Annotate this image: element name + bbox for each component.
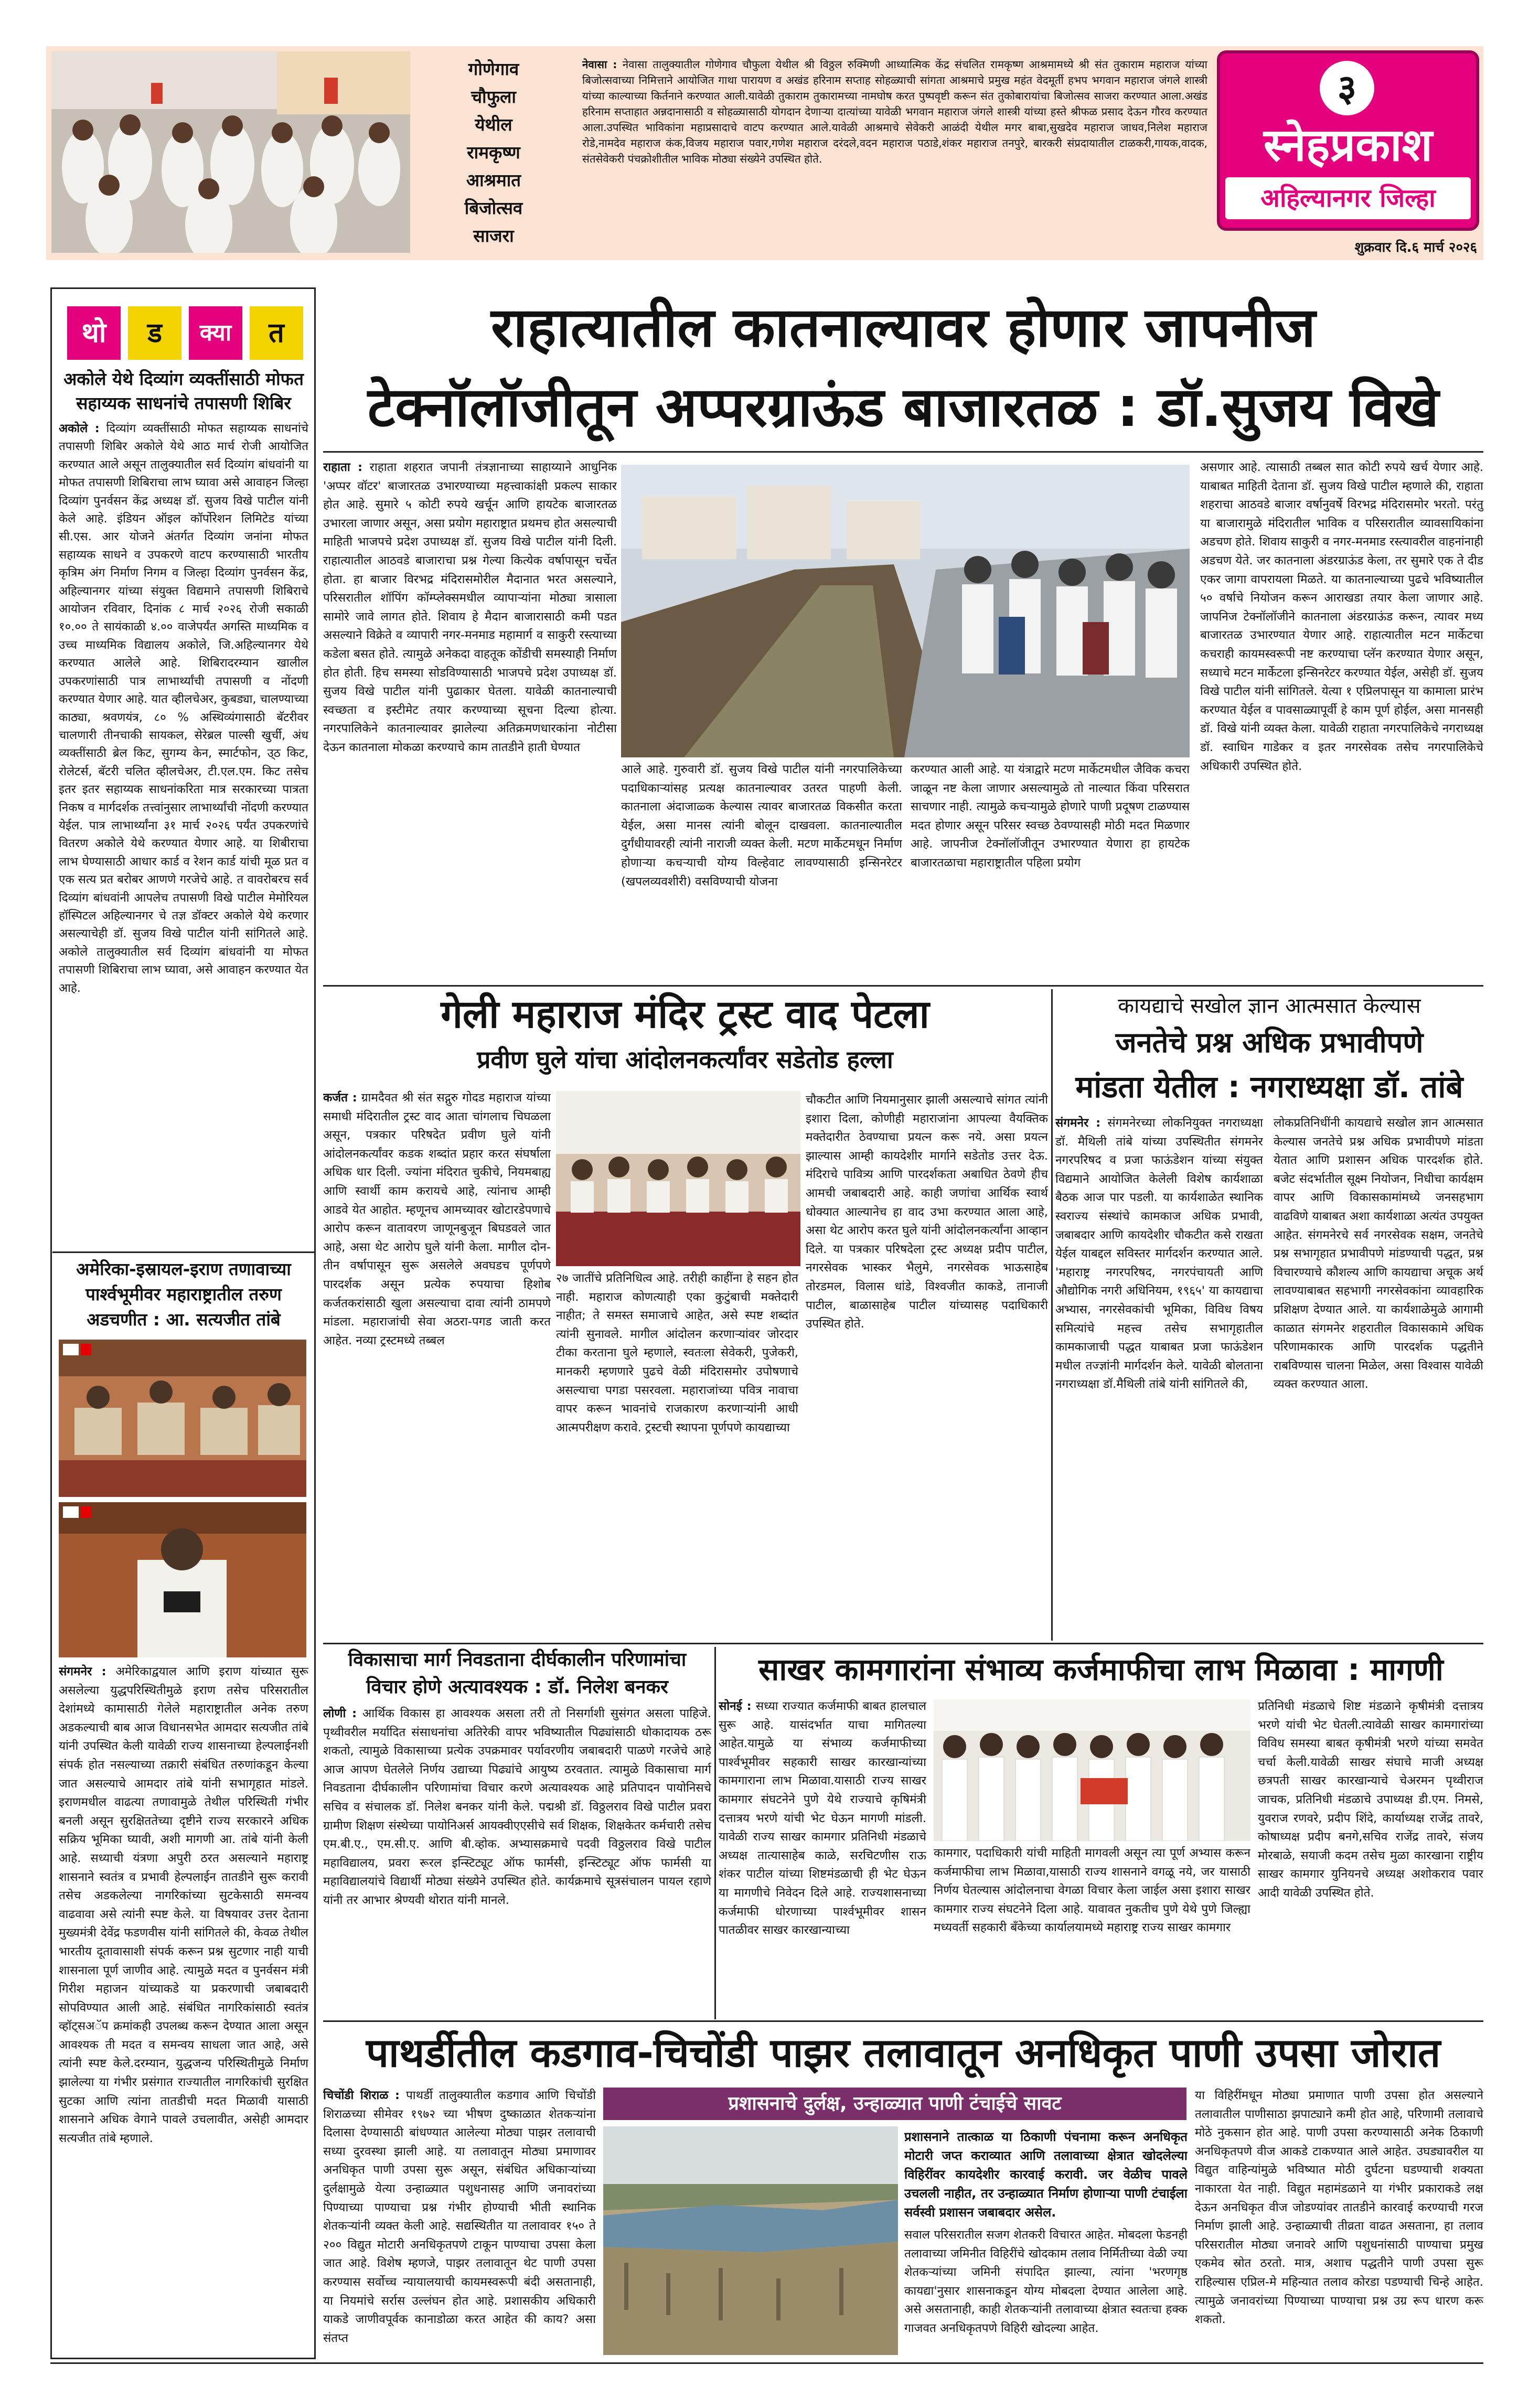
mayor-col-2: लोकप्रतिनिधींनी कायद्याचे सखोल ज्ञान आत्मसात केल्यास जनतेचे प्रश्न अधिक प्रभावीपणे मांडता येतात आणि प्रशासन अधिक पारदर्शक होते. बजेट संदर्भातील सूक्ष्म नियोजन, निधीचा कार्यक्षम वापर आणि विकासकामांमध्ये जनसहभाग वाढविणे याबाबत अशा कार्यशाळा अत्यंत उपयुक्त आहेत. संगमनेरचे सर्व नगरसेवक सक्षम, जनतेचे प्रश्न सभागृहात प्रभावीपणे मांडण्याची पद्धत, प्रश्न विचारण्याचे कौशल्य आणि कायद्याचा अचूक अर्थ लावण्याबाबत सहभागी नगरसेवकांना व्यावहारिक प्रशिक्षण देण्यात आले. या कार्यशाळेमुळे आगामी काळात संगमनेर शहरातील विकासकामे अधिक परिणामकारक आणि पारदर्शक पद्धतीने राबविण्यास चालना मिळेल, असा विश्वास यावेळी व्यक्त करण्यात आला.	[1274, 1116, 1483, 1392]
side-title-line: आश्रमात	[466, 170, 521, 190]
mayor-headline-2: मांडता येतील : नगराध्यक्षा डॉ. तांबे	[1075, 1069, 1463, 1105]
mayor-headline-1: जनतेचे प्रश्न अधिक प्रभावीपणे	[1115, 1026, 1424, 1059]
newspaper-name: स्नेहप्रकाश	[1264, 119, 1432, 172]
assembly-photo-1	[59, 1340, 306, 1497]
divider	[323, 1643, 1483, 1644]
tile: थो	[67, 306, 121, 360]
tile: त	[250, 306, 303, 360]
page-number: ३	[1320, 61, 1374, 115]
lead-col-2: आले आहे. गुरुवारी डॉ. सुजय विखे पाटील यांनी नगरपालिकेच्या पदाधिकाऱ्यांसह प्रत्यक्ष कातनाल्यावर उतरत पाहणी केली. कातनाला अंदाजाळ्क केल्यास त्यावर बाजारतळ विकसीत करता येईल, असा मानस त्यांनी बोलून दाखवला. कातनाल्यातील दुर्गंधीयावरही त्यांनी नाराजी व्यक्त केली. मटण मार्केटमधून निर्माण होणाऱ्या कचऱ्याची योग्य विल्हेवाट लावण्यासाठी इन्सिनरेटर (खपलव्यवशीरी) वसविण्याची योजना	[621, 763, 902, 889]
temple-col-2: २७ जातींचे प्रतिनिधित्व आहे. तरीही काहींना हे सहन होत नाही. महाराज कोणत्याही एका कुटुंबाची मक्तेदारी नाहीत; ते समस्त समाजाचे आहेत, असे स्पष्ट शब्दांत त्यांनी सुनावले. मागील आंदोलन करणाऱ्यांवर जोरदार टीका करताना घुले म्हणाले, स्वतःला सेवेकरी, पुजेकरी, मानकरी म्हणणारे पुढचे वेळी मंदिरासमोर उपोषणाचे असल्याचा पगडा पसरवला. महाराजांच्या पवित्र नावाचा वापर करून भावनांचे राजकारण करणाऱ्यांनी आधी आत्मपरीक्षण करावे. ट्रस्टची स्थापना पूर्णपणे कायद्याच्या	[556, 1271, 798, 1435]
bankar-body: लोणी : आर्थिक विकास हा आवश्यक असला तरी तो निसर्गाशी सुसंगत असला पाहिजे. पृथ्वीवरील मर्यादित संसाधनांचा अतिरेकी वापर भविष्यातील पिढ्यांसाठी धोकादायक ठरू शकतो, त्यामुळे विकासाच्या प्रत्येक उपक्रमावर पर्यावरणीय जबाबदारी पाळणे गरजेचे आहे आज आपण घेतलेले निर्णय उद्याच्या पिढ्यांचे आयुष्य ठरवतात. त्यामुळे विकासाचा मार्ग निवडताना दीर्घकालीन परिणामांचा विचार करणे अत्यावश्यक आहे प्रतिपादन पायोनिसचे सचिव व संचालक डॉ. निलेश बनकर यांनी केले. पद्मश्री डॉ. विठ्ठलराव विखे पाटील प्रवरा ग्रामीण शिक्षण संस्थेच्या पायोनिअर्स आयक्वीएएसीचे सर्व शिक्षक, शिक्षकेतर कर्मचारी तसेच एम.बी.ए., एम.सी.ए. आणि बी.व्होक. अभ्यासक्रमाचे पदवी विठ्ठलराव विखे पाटील महाविद्यालय, प्रवरा रूरल इन्स्टिट्यूट ऑफ फार्मसी, इन्स्टिट्यूट ऑफ फार्मसी या महाविद्यालयांचे विद्यार्थी मोठ्या संख्येने उपस्थित होते. कार्यक्रमाचे सूत्रसंचालन पायल रहाणे यांनी तर आभार श्रेण्यवी थोरात यांनी मानले.	[323, 1707, 711, 1907]
sidebar-story1-headline: अकोले येथे दिव्यांग व्यक्तींसाठी मोफत सहाय्यक साधनांचे तपासणी शिबिर	[63, 369, 304, 413]
side-title-line: चौफुला	[471, 87, 516, 107]
sugar-photo	[934, 1699, 1250, 1841]
bankar-headline-1: विकासाचा मार्ग निवडताना दीर्घकालीन परिणामांचा	[348, 1649, 687, 1671]
water-callout: प्रशासनाने तात्काळ या ठिकाणी पंचनामा करून अनधिकृत मोटारी जप्त कराव्यात आणि तलावाच्या क्षेत्रात खोदलेल्या विहिरींवर कायदेशीर कारवाई करावी. जर वेळीच पावले उचलली नाहीत, तर उन्हाळ्यात निर्माण होणाऱ्या पाणी टंचाईला सर्वस्वी प्रशासन जबाबदार असेल.	[904, 2129, 1188, 2220]
divider	[323, 2020, 1483, 2022]
mayor-kicker: कायद्याचे सखोल ज्ञान आत्मसात केल्यास	[1118, 994, 1421, 1018]
temple-col-3: चौकटीत आणि नियमानुसार झाली असल्याचे सांगत त्यांनी इशारा दिला, कोणीही महाराजांना आपल्या वैयक्तिक मक्तेदारीत ठेवण्याचा प्रयत्न करू नये. असा प्रयत्न झाल्यास आम्ही कायदेशीर मार्गाने सडेतोड उत्तर देऊ. मंदिराचे पावित्र्य आणि पारदर्शकता अबाधित ठेवणे हीच आमची जबाबदारी आहे. काही जणांचा आर्थिक स्वार्थ धोक्यात आल्यानेच हा वाद उभा करण्यात आला आहे, असा थेट आरोप करत घुले यांनी आंदोलनकर्त्यांना आव्हान दिले. या पत्रकार परिषदेला ट्रस्ट अध्यक्ष प्रदीप पाटील, नगरसेवक भास्कर भैलुमे, नगरसेवक भाऊसाहेब तोरडमल, विलास धांडे, विश्वजीत काकडे, तानाजी पाटील, बाळासाहेब पाटील यांच्यासह पदाधिकारी उपस्थित होते.	[806, 1093, 1048, 1331]
mayor-col-1: संगमनेर : संगमनेरच्या लोकनियुक्त नगराध्यक्षा डॉ. मैथिली तांबे यांच्या उपस्थितीत संगमनेर नगरपरिषद व प्रजा फाऊंडेशन यांच्या संयुक्त विद्यमाने आयोजित केलेली विशेष कार्यशाळा बैठक आज पार पडली. या कार्यशाळेत स्थानिक स्वराज्य संस्थांचे कामकाज अधिक प्रभावी, जबाबदार आणि कायदेशीर चौकटीत कसे राखता येईल याबद्दल सविस्तर मार्गदर्शन करण्यात आले. 'महाराष्ट्र नगरपरिषद, नगरपंचायती आणि औद्योगिक नगरी अधिनियम, १९६५' या कायद्याचा अभ्यास, नगरसेवकांची भूमिका, विविध विषय समित्यांचे महत्त्व तसेच सभागृहातील कामकाजाची पद्धत याबाबत प्रजा फाऊंडेशन मधील तज्ज्ञांनी मार्गदर्शन केले. यावेळी बोलताना नगराध्यक्षा डॉ.मैथिली तांबे यांनी सांगितले की,	[1055, 1116, 1263, 1392]
sugar-col-2: कामगार, पदाधिकारी यांची माहिती मागवली असून त्या पूर्ण अभ्यास करून कर्जमाफीचा लाभ मिळावा,यासाठी राज्य शासनाने वगळू नये, जर यासाठी निर्णय घेतल्यास आंदोलनाचा वेगळा विचार केला जाईल असा इशारा साखर कामगार राज्य संघटनेने दिला आहे. यावावत नुकतीच पुणे येथे पुणे जिल्ह्या मध्यवर्ती सहकारी बँकेच्या कार्यालयामध्ये महाराष्ट्र राज्य साखर कामगार	[934, 1846, 1250, 1935]
thodkyat-tiles	[67, 306, 308, 360]
sugar-headline: साखर कामगारांना संभाव्य कर्जमाफीचा लाभ मिळावा : मागणी	[758, 1652, 1444, 1687]
water-headline: पाथर्डीतील कडगाव-चिचोंडी पाझर तलावातून अनधिकृत पाणी उपसा जोरात	[366, 2029, 1441, 2076]
divider	[714, 1647, 716, 2019]
sidebar-story2-headline: अमेरिका-इस्रायल-इराण तणावाच्या पार्श्वभूमीवर महाराष्ट्रातील तरुण अडचणीत : आ. सत्यजीत तांबे	[76, 1259, 291, 1330]
lead-col-3: करण्यात आली आहे. या यंत्राद्वारे मटण मार्केटमधील जैविक कचरा जाळून नष्ट केला जाणार असल्यामुळे तो नाल्यात किंवा परिसरात साचणार नाही. त्यामुळे कचऱ्यामुळे होणारे पाणी प्रदूषण टाळण्यास मदत होणार असून परिसर स्वच्छ ठेवण्यासही मोठी मदत मिळणार आहे. जापनीज टेक्नॉलॉजीतून उभारण्यात येणारा हा हायटेक बाजारतळाचा महाराष्ट्रातील पहिला प्रयोग	[911, 763, 1190, 870]
temple-col-1: कर्जत : ग्रामदैवत श्री संत सद्गुरु गोदड महाराज यांच्या समाधी मंदिरातील ट्रस्ट वाद आता चांगलाच चिघळला असून, पत्रकार परिषदेत प्रवीण घुले यांनी आंदोलनकर्त्यांवर कडक शब्दांत प्रहार करत संघर्षाला अधिक धार दिली. ज्यांना मंदिरात चुकीचे, नियमबाह्य आणि स्वार्थी काम करायचे आहे, त्यांनाच आम्ही आडवे येत आहोत. म्हणूनच आमच्यावर खोटारडेपणाचे आरोप करून वातावरण जाणूनबुजून बिघडवले जात आहे, असा थेट आरोप घुले यांनी केला. मागील दोन-तीन वर्षापासून सुरू असलेले अवघडच पूर्णपणे पारदर्शक असून प्रत्येक रुपयाचा हिशोब कर्जतकरांसाठी खुला असल्याचा दावा त्यांनी ठामपणे मांडला. महाराजांची सेवा अठरा-पगड जाती करत आहेत. नव्या ट्रस्टमध्ये तब्बल	[323, 1091, 551, 1347]
divider	[50, 2362, 1483, 2364]
side-title-line: साजरा	[473, 226, 514, 246]
water-col-3: या विहिरींमधून मोठ्या प्रमाणात पाणी उपसा होत असल्याने तलावातील पाणीसाठा झपाट्याने कमी होत आहे, परिणामी तलावाचे मोठे नुकसान होत आहे. पाणी उपसा करण्यासाठी अनेक ठिकाणी अनधिकृतपणे वीज आकडे टाकण्यात आले आहेत. उघड्यावरील या विद्युत वाहिन्यांमुळे भविष्यात मोठी दुर्घटना घडण्याची शक्यता नाकारता येत नाही. विद्युत महामंडळाने या गंभीर प्रकाराकडे लक्ष देऊन अनधिकृत वीज जोडण्यांवर तातडीने कारवाई करण्याची गरज निर्माण झाली आहे. उन्हाळ्याची तीव्रता वाढत असताना, हा तलाव परिसरातील मोठ्या जनावरे आणि पशुधनांसाठी पाण्याचा प्रमुख एकमेव स्रोत ठरतो. मात्र, अशाच पद्धतीने पाणी उपसा सुरू राहिल्यास एप्रिल-मे महिन्यात तलाव कोरडा पडण्याची चिन्हे आहेत. त्यामुळे जनावरांच्या पिण्याच्या पाण्याचा प्रश्न उग्र रूप धारण करू शकतो.	[1195, 2089, 1483, 2327]
top-story-photo	[51, 51, 410, 253]
side-title-line: गोणेगाव	[468, 59, 519, 79]
tile: क्या	[189, 306, 242, 360]
temple-subhead: प्रवीण घुले यांचा आंदोलनकर्त्यांवर सडेतोड हल्ला	[477, 1045, 893, 1074]
side-title-line: रामकृष्ण	[467, 142, 520, 163]
bankar-headline-2: विचार होणे अत्यावश्यक : डॉ. निलेश बनकर	[366, 1676, 668, 1698]
top-story-body: नेवासा : नेवासा तालुक्यातील गोणेगाव चौफुला येथील श्री विठ्ठल रुक्मिणी आध्यात्मिक केंद्र संचलित रामकृष्ण आश्रमामध्ये श्री संत तुकाराम महाराज यांच्या बिजोत्सवाच्या निमित्ताने आयोजित गाथा पारायण व अखंड हरिनाम सप्ताह सोहळ्याची सांगता आश्रमाचे प्रमुख महंत वेदमूर्ती हभप भगवान महाराज जंगले शास्त्री यांच्या काल्याच्या किर्तनाने करण्यात आली.यावेळी तुकाराम तुकारामच्या नामघोष करत पुष्पवृष्टी करून संत तुकोबारायांचा बिजोत्सव साजरा करण्यात आला.अखंड हरिनाम सप्ताहात अन्नदानासाठी व सोहळ्यासाठी योगदान देणाऱ्या दात्यांच्या यावेळी भगवान महाराज जंगले शास्त्री यांच्या हस्ते श्रीफळ प्रसाद देऊन गौरव करण्यात आला.उपस्थित भाविकांना महाप्रसादाचे वाटप करण्यात आले.यावेळी आश्रमाचे सेवेकरी आळंदी येथील मगर बाबा,सुखदेव महाराज जाधव,निलेश महाराज रोडे,नामदेव महाराज कंक,विजय महाराज पवार,गणेश महाराज दरंदले,वदन महाराज पठाडे,शंकर महाराज तनपुरे, बारकरी संप्रदायातील टाळकरी,गायक,वादक, संतसेवेकरी पंचक्रोशीतील भाविक मोठ्या संख्येने उपस्थित होते.	[582, 58, 1207, 165]
temple-headline: गेली महाराज मंदिर ट्रस्ट वाद पेटला	[441, 992, 929, 1037]
lead-col-4: असणार आहे. त्यासाठी तब्बल सात कोटी रुपये खर्च येणार आहे. याबाबत माहिती देताना डॉ. सुजय विखे पाटील म्हणाले की, राहाता शहराचा आठवडे बाजार वर्षानुवर्षे विरभद्र मंदिरासमोर भरतो. परंतु या बाजारामुळे मंदिरातील भाविक व परिसरातील व्यावसायिकांना अडचण होते. शिवाय साकुरी व नगर-मनमाड रस्त्यावरील वाहनांनाही अडचण येते. जर कातनाला अंडरग्राऊंड केला, तर सुमारे एक ते दीड एकर जागा वापरायला मिळते. या कातनाल्याच्या पुढचे भविष्यातील ५० वर्षाचे नियोजन करून आराखडा तयार केला जाणार आहे. जापनिज टेक्नॉलॉजीने कातनाला अंडरग्राऊंड करून, त्यावर मध्य बाजारतळ उभारण्यात येणार आहे. राहात्यातील मटन मार्केटचा कचराही कायमस्वरूपी नष्ट करण्याचा प्लॅन करण्यात येणार असून, सध्याचे मटन मार्केटला इन्सिनरेटर करण्यात येईल, असेही डॉ. सुजय विखे पाटील यांनी सांगितले. येत्या १ एप्रिलपासून या कामाला प्रारंभ करण्यात येईल व पावसाळ्यापूर्वी हे काम पूर्ण होईल, असा मानसही डॉ. विखे यांनी व्यक्त केला. यावेळी राहाता नगरपालिकेचे नगराध्यक्ष डॉ. स्वाधिन गाडेकर व इतर नगरसेवक तसेच नगरपालिकेचे अधिकारी उपस्थित होते.	[1200, 461, 1483, 773]
divider	[323, 451, 1483, 453]
divider	[52, 1251, 315, 1253]
sugar-col-3: प्रतिनिधी मंडळाचे शिष्ट मंडळाने कृषीमंत्री दत्तात्रय भरणे यांची भेट घेतली.त्यावेळी साखर कामगारांच्या विविध समस्या बाबत कृषीमंत्री भरणे यांच्या समवेत चर्चा केली.यावेळी साखर संघाचे माजी अध्यक्ष छत्रपती साखर कारखान्याचे चेअरमन पृथ्वीराज जाचक, प्रतिनिधी मंडळाचे उपाध्यक्ष डी.एम. निमसे, युवराज रणवरे, प्रदीप शिंदे, कार्याध्यक्ष राजेंद्र तावरे, कोषाध्यक्ष प्रदीप बनगे,सचिव राजेंद्र तावरे, संजय मोरबाळे, सयाजी कदम तसेच मुळा कारखाना राष्ट्रीय साखर कामगार युनियनचे अध्यक्ष अशोकराव पवार आदी यावेळी उपस्थित होते.	[1258, 1699, 1483, 1900]
lead-photo	[621, 465, 1190, 757]
top-story-side-title	[420, 55, 568, 250]
side-title-line: येथील	[475, 114, 512, 135]
sidebar-story1-body: अकोले : दिव्यांग व्यक्तींसाठी मोफत सहाय्यक साधनांचे तपासणी शिबिर अकोले येथे आठ मार्च रोजी आयोजित करण्यात आले असून तालुक्यातील सर्व दिव्यांग बांधवांनी या मोफत तपासणी शिबिराचा लाभ घ्यावा असे आवाहन जिल्हा दिव्यांग पुनर्वसन केंद्र अध्यक्ष डॉ. सुजय विखे पाटील यांनी केले आहे. इंडियन ऑइल कॉर्पोरेशन लिमिटेड यांच्या सी.एस. आर योजने अंतर्गत दिव्यांग जनांना मोफत सहाय्यक साधने व उपकरणे वाटप करण्यासाठी भारतीय कृत्रिम अंग निर्माण निगम व जिल्हा दिव्यांग पुनर्वसन केंद्र, अहिल्यानगर यांच्या संयुक्त विद्यमाने तपासणी शिबिराचे आयोजन रविवार, दिनांक ८ मार्च २०२६ रोजी सकाळी १०.०० ते सायंकाळी ४.०० वाजेपर्यंत अगस्ति माध्यमिक व उच्च माध्यमिक विद्यालय अकोले, जि.अहिल्यानगर येथे करण्यात आलेले आहे. शिबिरादरम्यान खालील उपकरणांसाठी पात्र लाभार्थ्यांची तपासणी व नोंदणी करण्यात येणार आहे. यात व्हीलचेअर, कुबड्या, चालण्याच्या काठ्या, श्रवणयंत्र, ८० % अस्थिव्यंगासाठी बॅटरीवर चालणारी तीनचाकी सायकल, सेरेब्रल पाल्सी खुर्ची, अंध व्यक्तींसाठी ब्रेल किट, सुगम्य केन, स्मार्टफोन, उ्ठ किट, रोलेटर्स, बॅटरी चलित व्हीलचेअर, टी.एल.एम. किट तसेच इतर इतर सहाय्यक साधनांकरिता मात्र सरकारच्या पात्रता निकष व मार्गदर्शक तत्त्वांनुसार लाभार्थ्यांची नोंदणी करण्यात येईल. पात्र लाभार्थ्यांना ३१ मार्च २०२६ पर्यंत उपकरणांचे वितरण अकोले येथे करण्यात येणार आहे. या शिबीराचा लाभ घेण्यासाठी आधार कार्ड व रेशन कार्ड यांची मूळ प्रत व एक सत्य प्रत बरोबर आणणे गरजेचे आहे. त वावरोबरच सर्व दिव्यांग बांधवांनी आपलेच तपासणी विखे पाटील मेमोरियल हॉस्पिटल अहिल्यानगर चे तज्ञ डॉक्टर अकोले येथे करणार असल्याचेही डॉ. सुजय विखे पाटील यांनी सांगितले आहे. अकोले तालुक्यातील सर्व दिव्यांग बांधवांनी या मोफत तपासणी शिबिराचा लाभ घ्यावा, असे आवाहन करण्यात येत आहे.	[59, 422, 308, 995]
lead-headline-1: राहात्यातील कातनाल्यावर होणार जापनीज	[490, 295, 1316, 359]
lake-photo	[603, 2126, 898, 2355]
temple-press-photo	[556, 1091, 800, 1266]
masthead	[1217, 50, 1479, 231]
water-col-2: सवाल परिसरातील सजग शेतकरी विचारत आहेत. मोबदला फेडनही तलावाच्या जमिनीत विहिरींचे खोदकाम तलाव निर्मितीच्या वेळी ज्या शेतकऱ्यांच्या जमिनी संपादित झाल्या, त्यांना 'भरणगृष्ठ कायद्या'नुसार शासनाकडून योग्य मोबदला देण्यात आलेला आहे. असे असतानाही, काही शेतकऱ्यांनी तलावाच्या क्षेत्रात स्वतःचा हक्क गाजवत अनधिकृतपणे विहिरी खोदल्या आहेत.	[904, 2228, 1188, 2335]
edition-label: अहिल्यानगर जिल्हा	[1225, 177, 1471, 219]
tambe-youth-col-a: संगमनेर : अमेरिकाद्वयाल आणि इराण यांच्यात सुरू असलेल्या युद्धपरिस्थितीमुळे इराण तसेच परिसरातील देशांमध्ये कामासाठी गेलेले महाराष्ट्रातील अनेक तरुण अडकल्याची बाब आज विधानसभेत आमदार सत्यजीत तांबे यांनी उपस्थित केली यावेळी राज्य शासनाच्या हेल्पलाईनशी संपर्क होत नसल्याच्या तक्रारी संबंधित तरुणांकडून केल्या जात असल्याचे आमदार तांबे यांनी सभागृहात मांडले. इराणमधील वाढत्या तणावामुळे तेथील परिस्थिती गंभीर बनली असून सुरक्षिततेच्या दृष्टीने राज्य सरकारने अधिक सक्रिय भूमिका घ्यावी, अशी मागणी आ. तांबे यांनी केली आहे. सध्याची यंत्रणा अपुरी ठरत असल्याने महाराष्ट्र शासनाने स्वतंत्र व प्रभावी हेल्पलाईन तातडीने सुरू करावी तसेच अडकलेल्या नागरिकांच्या सुटकेसाठी समन्वय वाढवावा असे त्यांनी स्पष्ट केले. या विषयावर उत्तर देताना मुख्यमंत्री देवेंद्र फडणवीस यांनी सांगितले की, केवळ तेथील भारतीय दूतावासाशी संपर्क करून प्रश्न सुटणार नाही याची शासनाला पूर्ण जाणीव आहे. त्यामुळे मदत व पुनर्वसन मंत्री गिरीश महाजन यांच्याकडे या प्रकरणाची जबाबदारी सोपविण्यात आली आहे. संबंधित नागरिकांसाठी स्वतंत्र व्हॉट्सअॅप क्रमांकही उपलब्ध करून देण्यात आला असून आवश्यक ती मदत व समन्वय साधला जात आहे, असे त्यांनी स्पष्ट केले.दरम्यान, युद्धजन्य परिस्थितीमुळे निर्माण झालेल्या या गंभीर प्रसंगात राज्यातील नागरिकांची सुरक्षित सुटका आणि त्यांना तातडीची मदत मिळावी यासाठी शासनाने अधिक वेगाने पावले उचलावीत, असेही आमदार सत्यजीत तांबे म्हणाले.	[59, 1665, 308, 2145]
side-title-line: बिजोत्सव	[464, 198, 523, 218]
sugar-col-1: सोनई : सध्या राज्यात कर्जमाफी बाबत हालचाल सुरू आहे. यासंदर्भात याचा मागितल्या आहेत.यामुळे या संभाव्य कर्जमाफीच्या पार्श्वभूमीवर सहकारी साखर कारखान्यांच्या कामगाराना लाभ मिळावा.यासाठी राज्य साखर कामगार संघटनेने पुणे येथे राज्याचे कृषिमंत्री दत्तात्रय भरणे यांची भेट घेऊन मागणी मांडली. यावेळी राज्य साखर कामगार प्रतिनिधी मंडळाचे अध्यक्ष तात्यासाहेब काळे, सरचिटणीस राऊ शंकर पाटील यांच्या शिष्टमंडळाची ही भेट घेऊन या मागणीचे निवेदन दिले आहे. राज्यशासनाच्या कर्जमाफी धोरणाच्या पार्श्वभूमीवर शासन पातळीवर साखर कारखान्याच्या	[719, 1699, 926, 1938]
water-col-1: चिचोंडी शिराळ : पाथर्डी तालुक्यातील कडगाव आणि चिचोंडी शिराळच्या सीमेवर १९७२ च्या भीषण दुष्काळात शेतकऱ्यांना दिलासा देण्यासाठी बांधण्यात आलेल्या मोठ्या पाझर तलावाची सध्या दुरवस्था झाली आहे. या तलावातून मोठ्या प्रमाणावर अनधिकृत पाणी उपसा सुरू असून, संबंधित अधिकाऱ्यांच्या दुर्लक्षामुळे येत्या उन्हाळ्यात पशुधनासह आणि जनावरांच्या पिण्याच्या पाण्याचा प्रश्न गंभीर होण्याची भीती स्थानिक शेतकऱ्यांनी व्यक्त केली आहे. सद्यस्थितीत या तलावावर १५० ते २०० विद्युत मोटारी अनधिकृतपणे टाकून पाण्याचा उपसा केला जात आहे. विशेष म्हणजे, पाझर तलावातून थेट पाणी उपसा करण्यास सर्वोच्च न्यायालयाची कायमस्वरूपी बंदी असतानाही, या नियमांचे सर्रास उल्लंघन होत आहे. प्रशासकीय अधिकारी याकडे जाणीवपूर्वक कानाडोळा करत आहेत की काय? असा संतप्त	[323, 2089, 596, 2345]
tile: ड	[128, 306, 181, 360]
water-banner: प्रशासनाचे दुर्लक्ष, उन्हाळ्यात पाणी टंचाईचे सावट	[603, 2088, 1186, 2120]
lead-col-1: राहाता : राहाता शहरात जपानी तंत्रज्ञानाच्या साहाय्याने आधुनिक 'अप्पर वॉटर' बाजारतळ उभारण्याच्या महत्त्वाकांक्षी प्रकल्प साकार होत आहे. सुमारे ५ कोटी रुपये खर्चून आणि हायटेक बाजारतळ उभारला जाणार असून, असा प्रयोग महाराष्ट्रात प्रथमच होत असल्याची माहिती भाजपचे प्रदेश उपाध्यक्ष डॉ. सुजय विखे पाटील यांनी दिली. राहात्यातील आठवडे बाजाराचा प्रश्न गेल्या कित्येक वर्षापासून चर्चेत होता. हा बाजार विरभद्र मंदिरासमोरील मैदानात भरत असल्याने, परिसरातील शॉपिंग कॉम्प्लेक्समधील व्यापाऱ्यांना मोठ्या त्रासाला सामोरे जावे लागत होते. शिवाय हे मैदान बाजारासाठी कमी पडत असल्याने विक्रेते व व्यापारी नगर-मनमाड महामार्ग व साकुरी रस्त्याच्या कडेला बसत होते. त्यामुळे अनेकदा वाहतूक कोंडीची समस्याही निर्माण होत होती. हिच समस्या सोडविण्यासाठी भाजपचे प्रदेश उपाध्यक्ष डॉ. सुजय विखे पाटील यांनी पुढाकार घेतला. यावेळी कातनाल्याची स्वच्छता व इस्टीमेट तयार करण्याच्या सूचना दिल्या होत्या. नगरपालिकेने कातनाल्यावर झालेल्या अतिक्रमणधारकांना नोटीसा देऊन कातनाला मोकळा करण्याचे काम तातडीने हाती घेण्यात	[323, 461, 617, 754]
dateline: नेवासा :	[582, 58, 617, 71]
lead-headline-2: टेक्नॉलॉजीतून अप्परग्राऊंड बाजारतळ : डॉ.सुजय विखे	[367, 375, 1439, 439]
issue-date: शुक्रवार दि.६ मार्च २०२६	[1354, 240, 1477, 255]
divider	[1051, 989, 1053, 1641]
divider	[323, 985, 1483, 987]
assembly-photo-2	[59, 1502, 306, 1657]
